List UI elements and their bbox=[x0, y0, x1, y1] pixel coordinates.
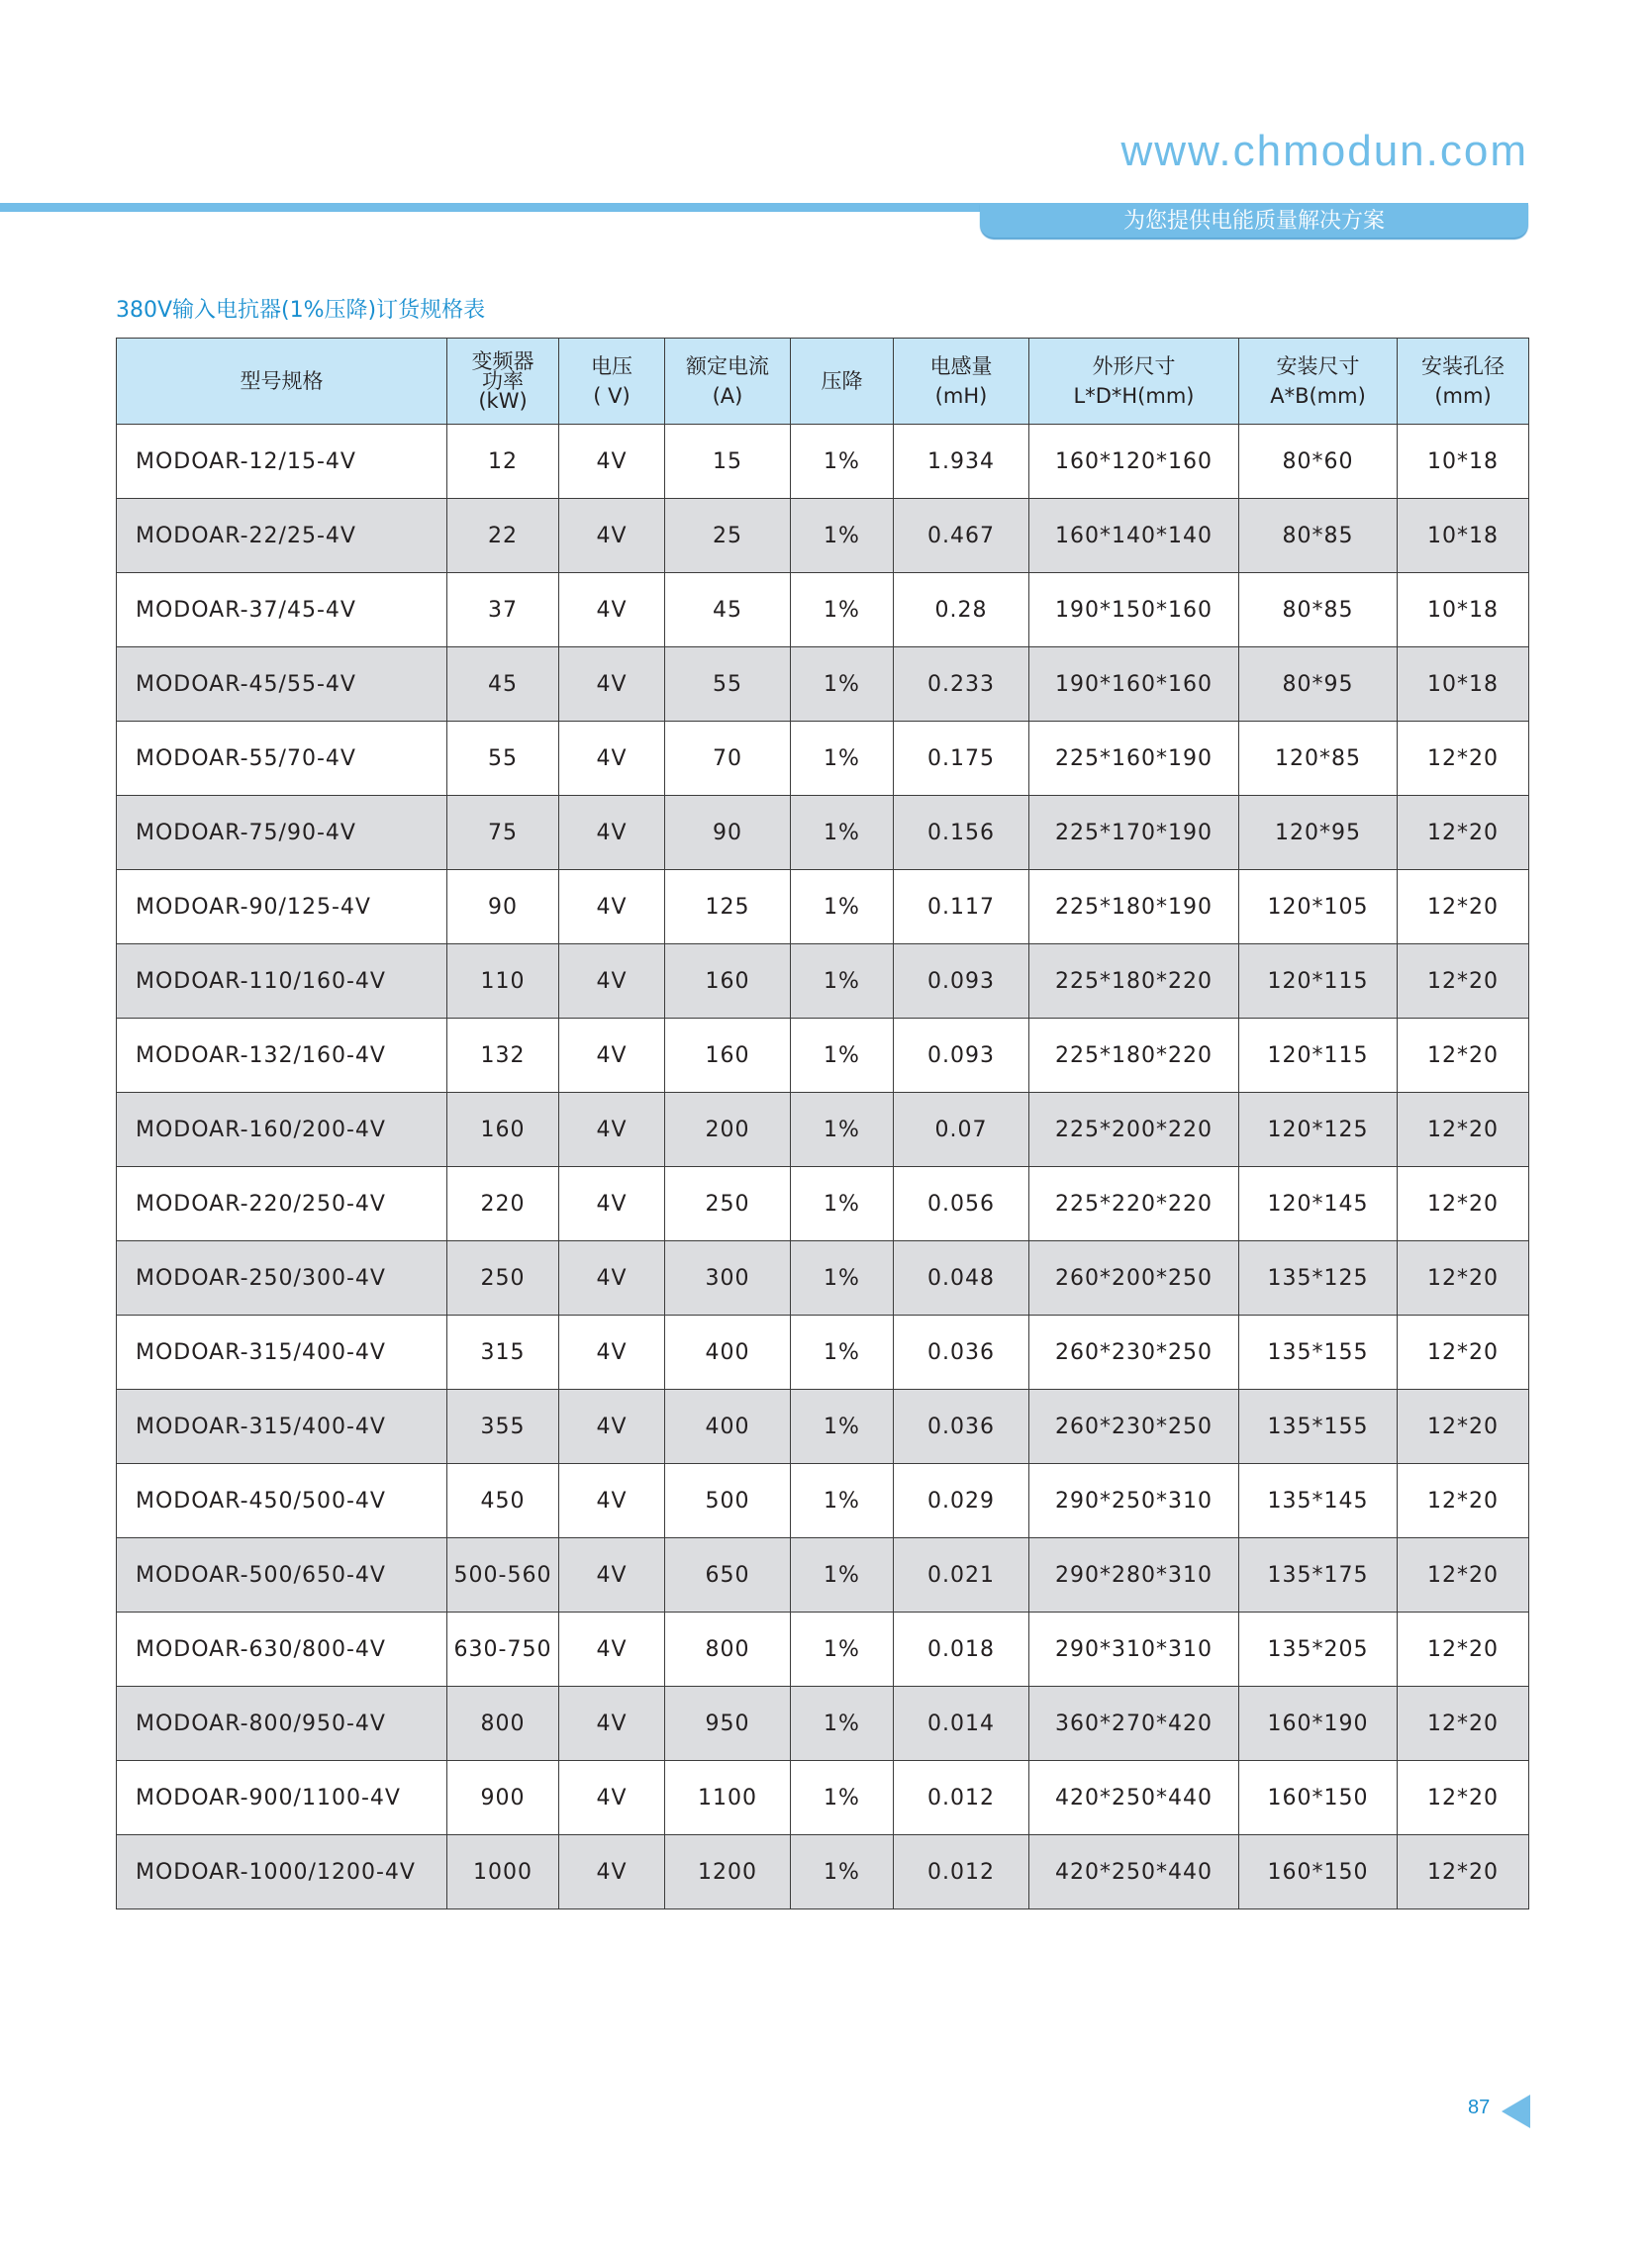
table-cell: 12*20 bbox=[1398, 1241, 1529, 1316]
model-cell: MODOAR-450/500-4V bbox=[117, 1464, 447, 1538]
triangle-left-icon bbox=[1502, 2095, 1530, 2128]
table-cell: 355 bbox=[447, 1390, 559, 1464]
table-cell: 160*150 bbox=[1239, 1761, 1398, 1835]
table-cell: 0.012 bbox=[894, 1761, 1029, 1835]
table-cell: 4V bbox=[559, 1538, 665, 1613]
column-header-line1: 电感量 bbox=[929, 354, 993, 378]
table-cell: 0.175 bbox=[894, 722, 1029, 796]
table-cell: 12*20 bbox=[1398, 1167, 1529, 1241]
table-cell: 45 bbox=[665, 573, 791, 647]
table-cell: 15 bbox=[665, 425, 791, 499]
table-cell: 135*145 bbox=[1239, 1464, 1398, 1538]
table-cell: 80*85 bbox=[1239, 573, 1398, 647]
table-cell: 10*18 bbox=[1398, 499, 1529, 573]
column-header bbox=[1398, 339, 1529, 425]
table-cell: 4V bbox=[559, 1687, 665, 1761]
table-cell: 315 bbox=[447, 1316, 559, 1390]
table-cell: 1% bbox=[791, 1390, 894, 1464]
table-cell: 160*190 bbox=[1239, 1687, 1398, 1761]
table-cell: 0.156 bbox=[894, 796, 1029, 870]
table-cell: 225*160*190 bbox=[1029, 722, 1239, 796]
table-cell: 4V bbox=[559, 1093, 665, 1167]
model-cell: MODOAR-37/45-4V bbox=[117, 573, 447, 647]
table-cell: 12*20 bbox=[1398, 1464, 1529, 1538]
table-cell: 4V bbox=[559, 1167, 665, 1241]
table-cell: 160 bbox=[665, 1019, 791, 1093]
column-header-line2: (mH) bbox=[934, 384, 988, 408]
table-row bbox=[117, 1241, 1529, 1316]
table-cell: 290*310*310 bbox=[1029, 1613, 1239, 1687]
table-cell: 12*20 bbox=[1398, 1390, 1529, 1464]
table-cell: 1% bbox=[791, 1538, 894, 1613]
table-row bbox=[117, 796, 1529, 870]
table-cell: 420*250*440 bbox=[1029, 1835, 1239, 1909]
table-cell: 25 bbox=[665, 499, 791, 573]
table-row bbox=[117, 1761, 1529, 1835]
table-cell: 1% bbox=[791, 573, 894, 647]
table-cell: 12*20 bbox=[1398, 1761, 1529, 1835]
table-cell: 160*150 bbox=[1239, 1835, 1398, 1909]
table-row bbox=[117, 647, 1529, 722]
table-cell: 120*145 bbox=[1239, 1167, 1398, 1241]
column-header-line1: 额定电流 bbox=[686, 354, 769, 378]
table-cell: 12*20 bbox=[1398, 1316, 1529, 1390]
table-cell: 75 bbox=[447, 796, 559, 870]
table-cell: 12*20 bbox=[1398, 1019, 1529, 1093]
table-cell: 132 bbox=[447, 1019, 559, 1093]
table-cell: 90 bbox=[447, 870, 559, 944]
table-cell: 22 bbox=[447, 499, 559, 573]
table-row bbox=[117, 722, 1529, 796]
table-cell: 12*20 bbox=[1398, 722, 1529, 796]
table-cell: 135*125 bbox=[1239, 1241, 1398, 1316]
table-cell: 120*105 bbox=[1239, 870, 1398, 944]
table-cell: 1% bbox=[791, 870, 894, 944]
model-cell: MODOAR-1000/1200-4V bbox=[117, 1835, 447, 1909]
page-number: 87 bbox=[1468, 2097, 1491, 2118]
table-cell: 800 bbox=[665, 1613, 791, 1687]
table-cell: 80*95 bbox=[1239, 647, 1398, 722]
table-cell: 290*250*310 bbox=[1029, 1464, 1239, 1538]
table-cell: 260*200*250 bbox=[1029, 1241, 1239, 1316]
table-cell: 1% bbox=[791, 1687, 894, 1761]
table-cell: 10*18 bbox=[1398, 573, 1529, 647]
table-row bbox=[117, 425, 1529, 499]
column-header-line1: 外形尺寸 bbox=[1092, 354, 1176, 378]
table-cell: 420*250*440 bbox=[1029, 1761, 1239, 1835]
table-cell: 12*20 bbox=[1398, 796, 1529, 870]
table-body bbox=[117, 425, 1529, 1909]
table-cell: 1% bbox=[791, 425, 894, 499]
table-cell: 0.467 bbox=[894, 499, 1029, 573]
website-url: www.chmodun.com bbox=[1120, 127, 1528, 175]
table-cell: 4V bbox=[559, 796, 665, 870]
model-cell: MODOAR-500/650-4V bbox=[117, 1538, 447, 1613]
table-cell: 0.018 bbox=[894, 1613, 1029, 1687]
model-cell: MODOAR-90/125-4V bbox=[117, 870, 447, 944]
table-cell: 900 bbox=[447, 1761, 559, 1835]
model-cell: MODOAR-315/400-4V bbox=[117, 1316, 447, 1390]
table-cell: 12*20 bbox=[1398, 1093, 1529, 1167]
table-cell: 0.233 bbox=[894, 647, 1029, 722]
column-header bbox=[665, 339, 791, 425]
table-cell: 500 bbox=[665, 1464, 791, 1538]
table-cell: 135*155 bbox=[1239, 1390, 1398, 1464]
table-cell: 55 bbox=[665, 647, 791, 722]
model-cell: MODOAR-75/90-4V bbox=[117, 796, 447, 870]
table-cell: 1% bbox=[791, 1019, 894, 1093]
table-cell: 10*18 bbox=[1398, 647, 1529, 722]
model-cell: MODOAR-55/70-4V bbox=[117, 722, 447, 796]
table-cell: 1% bbox=[791, 1613, 894, 1687]
table-cell: 0.036 bbox=[894, 1390, 1029, 1464]
table-row bbox=[117, 1687, 1529, 1761]
table-cell: 45 bbox=[447, 647, 559, 722]
column-header bbox=[559, 339, 665, 425]
table-cell: 0.036 bbox=[894, 1316, 1029, 1390]
table-cell: 4V bbox=[559, 1835, 665, 1909]
table-cell: 250 bbox=[447, 1241, 559, 1316]
table-row bbox=[117, 944, 1529, 1019]
table-cell: 160*120*160 bbox=[1029, 425, 1239, 499]
model-cell: MODOAR-12/15-4V bbox=[117, 425, 447, 499]
table-cell: 70 bbox=[665, 722, 791, 796]
table-cell: 190*160*160 bbox=[1029, 647, 1239, 722]
column-header-line2: A*B(mm) bbox=[1270, 384, 1366, 408]
table-cell: 110 bbox=[447, 944, 559, 1019]
table-cell: 1% bbox=[791, 499, 894, 573]
column-header-line1: 安装尺寸 bbox=[1276, 354, 1360, 378]
table-row bbox=[117, 499, 1529, 573]
column-header-line1: 压降 bbox=[821, 369, 863, 393]
table-cell: 55 bbox=[447, 722, 559, 796]
table-row bbox=[117, 1167, 1529, 1241]
table-cell: 4V bbox=[559, 647, 665, 722]
table-row bbox=[117, 1464, 1529, 1538]
column-header-line2: (mm) bbox=[1434, 384, 1492, 408]
table-cell: 160*140*140 bbox=[1029, 499, 1239, 573]
column-header bbox=[447, 339, 559, 425]
table-cell: 135*175 bbox=[1239, 1538, 1398, 1613]
table-cell: 650 bbox=[665, 1538, 791, 1613]
table-cell: 0.07 bbox=[894, 1093, 1029, 1167]
table-cell: 160 bbox=[447, 1093, 559, 1167]
table-cell: 1% bbox=[791, 1167, 894, 1241]
column-header-line1: 型号规格 bbox=[240, 369, 324, 393]
table-cell: 400 bbox=[665, 1390, 791, 1464]
table-cell: 4V bbox=[559, 1390, 665, 1464]
spec-table bbox=[116, 338, 1529, 1909]
table-cell: 225*180*220 bbox=[1029, 944, 1239, 1019]
table-cell: 4V bbox=[559, 1316, 665, 1390]
table-cell: 4V bbox=[559, 1241, 665, 1316]
table-cell: 4V bbox=[559, 425, 665, 499]
table-cell: 12*20 bbox=[1398, 1613, 1529, 1687]
table-cell: 12*20 bbox=[1398, 870, 1529, 944]
model-cell: MODOAR-160/200-4V bbox=[117, 1093, 447, 1167]
table-cell: 4V bbox=[559, 573, 665, 647]
table-cell: 1% bbox=[791, 722, 894, 796]
model-cell: MODOAR-220/250-4V bbox=[117, 1167, 447, 1241]
table-cell: 125 bbox=[665, 870, 791, 944]
table-cell: 4V bbox=[559, 1019, 665, 1093]
column-header-line1: 安装孔径 bbox=[1421, 354, 1505, 378]
column-header-line1: 电压 bbox=[591, 354, 632, 378]
tagline-tab: 为您提供电能质量解决方案 bbox=[980, 203, 1528, 238]
table-cell: 250 bbox=[665, 1167, 791, 1241]
table-cell: 0.048 bbox=[894, 1241, 1029, 1316]
table-cell: 4V bbox=[559, 1613, 665, 1687]
table-cell: 12*20 bbox=[1398, 1538, 1529, 1613]
table-row bbox=[117, 1538, 1529, 1613]
table-row bbox=[117, 870, 1529, 944]
table-cell: 260*230*250 bbox=[1029, 1316, 1239, 1390]
table-cell: 135*205 bbox=[1239, 1613, 1398, 1687]
table-cell: 120*115 bbox=[1239, 944, 1398, 1019]
table-cell: 1% bbox=[791, 1835, 894, 1909]
table-cell: 225*200*220 bbox=[1029, 1093, 1239, 1167]
table-cell: 0.093 bbox=[894, 944, 1029, 1019]
model-cell: MODOAR-132/160-4V bbox=[117, 1019, 447, 1093]
table-cell: 0.056 bbox=[894, 1167, 1029, 1241]
table-cell: 225*180*220 bbox=[1029, 1019, 1239, 1093]
table-cell: 0.021 bbox=[894, 1538, 1029, 1613]
table-row bbox=[117, 1613, 1529, 1687]
table-cell: 120*85 bbox=[1239, 722, 1398, 796]
table-cell: 120*115 bbox=[1239, 1019, 1398, 1093]
column-header bbox=[1029, 339, 1239, 425]
column-header-line2: (A) bbox=[712, 384, 743, 408]
table-cell: 4V bbox=[559, 499, 665, 573]
table-cell: 1% bbox=[791, 1241, 894, 1316]
table-row bbox=[117, 1019, 1529, 1093]
table-cell: 90 bbox=[665, 796, 791, 870]
column-header bbox=[791, 339, 894, 425]
table-cell: 80*60 bbox=[1239, 425, 1398, 499]
table-cell: 300 bbox=[665, 1241, 791, 1316]
table-cell: 0.117 bbox=[894, 870, 1029, 944]
model-cell: MODOAR-45/55-4V bbox=[117, 647, 447, 722]
column-header-line2: L*D*H(mm) bbox=[1073, 384, 1195, 408]
table-row bbox=[117, 1093, 1529, 1167]
table-cell: 1% bbox=[791, 944, 894, 1019]
column-header-line2: 功率 bbox=[482, 369, 524, 393]
table-cell: 1.934 bbox=[894, 425, 1029, 499]
table-cell: 10*18 bbox=[1398, 425, 1529, 499]
model-cell: MODOAR-250/300-4V bbox=[117, 1241, 447, 1316]
table-cell: 120*125 bbox=[1239, 1093, 1398, 1167]
table-row bbox=[117, 1316, 1529, 1390]
table-header-row bbox=[117, 339, 1529, 425]
column-header-line2: ( V) bbox=[593, 384, 631, 408]
table-cell: 225*220*220 bbox=[1029, 1167, 1239, 1241]
column-header bbox=[117, 339, 447, 425]
table-cell: 500-560 bbox=[447, 1538, 559, 1613]
table-cell: 1000 bbox=[447, 1835, 559, 1909]
table-row bbox=[117, 1835, 1529, 1909]
table-cell: 160 bbox=[665, 944, 791, 1019]
table-cell: 12*20 bbox=[1398, 1835, 1529, 1909]
table-cell: 1% bbox=[791, 796, 894, 870]
table-title: 380V输入电抗器(1%压降)订货规格表 bbox=[116, 298, 486, 323]
model-cell: MODOAR-110/160-4V bbox=[117, 944, 447, 1019]
model-cell: MODOAR-900/1100-4V bbox=[117, 1761, 447, 1835]
table-cell: 4V bbox=[559, 944, 665, 1019]
table-cell: 200 bbox=[665, 1093, 791, 1167]
table-cell: 630-750 bbox=[447, 1613, 559, 1687]
table-cell: 1% bbox=[791, 647, 894, 722]
table-cell: 4V bbox=[559, 722, 665, 796]
table-cell: 135*155 bbox=[1239, 1316, 1398, 1390]
column-header-line3: (kW) bbox=[478, 389, 528, 413]
table-cell: 1100 bbox=[665, 1761, 791, 1835]
table-cell: 0.093 bbox=[894, 1019, 1029, 1093]
table-cell: 290*280*310 bbox=[1029, 1538, 1239, 1613]
table-cell: 225*170*190 bbox=[1029, 796, 1239, 870]
table-cell: 260*230*250 bbox=[1029, 1390, 1239, 1464]
column-header-line1: 变频器 bbox=[471, 349, 534, 373]
table-cell: 4V bbox=[559, 1464, 665, 1538]
table-cell: 0.014 bbox=[894, 1687, 1029, 1761]
table-cell: 450 bbox=[447, 1464, 559, 1538]
table-cell: 360*270*420 bbox=[1029, 1687, 1239, 1761]
table-row bbox=[117, 573, 1529, 647]
table-cell: 0.012 bbox=[894, 1835, 1029, 1909]
table-cell: 4V bbox=[559, 870, 665, 944]
column-header bbox=[894, 339, 1029, 425]
table-cell: 190*150*160 bbox=[1029, 573, 1239, 647]
table-cell: 1% bbox=[791, 1093, 894, 1167]
table-cell: 0.029 bbox=[894, 1464, 1029, 1538]
table-cell: 12 bbox=[447, 425, 559, 499]
table-row bbox=[117, 1390, 1529, 1464]
column-header bbox=[1239, 339, 1398, 425]
table-cell: 0.28 bbox=[894, 573, 1029, 647]
table-cell: 1% bbox=[791, 1464, 894, 1538]
table-cell: 120*95 bbox=[1239, 796, 1398, 870]
table-cell: 1% bbox=[791, 1761, 894, 1835]
table-cell: 225*180*190 bbox=[1029, 870, 1239, 944]
table-cell: 950 bbox=[665, 1687, 791, 1761]
model-cell: MODOAR-630/800-4V bbox=[117, 1613, 447, 1687]
table-cell: 4V bbox=[559, 1761, 665, 1835]
table-cell: 37 bbox=[447, 573, 559, 647]
table-cell: 12*20 bbox=[1398, 944, 1529, 1019]
table-cell: 1200 bbox=[665, 1835, 791, 1909]
model-cell: MODOAR-315/400-4V bbox=[117, 1390, 447, 1464]
model-cell: MODOAR-22/25-4V bbox=[117, 499, 447, 573]
table-cell: 1% bbox=[791, 1316, 894, 1390]
model-cell: MODOAR-800/950-4V bbox=[117, 1687, 447, 1761]
table-cell: 400 bbox=[665, 1316, 791, 1390]
table-cell: 220 bbox=[447, 1167, 559, 1241]
table-cell: 80*85 bbox=[1239, 499, 1398, 573]
table-cell: 800 bbox=[447, 1687, 559, 1761]
table-cell: 12*20 bbox=[1398, 1687, 1529, 1761]
